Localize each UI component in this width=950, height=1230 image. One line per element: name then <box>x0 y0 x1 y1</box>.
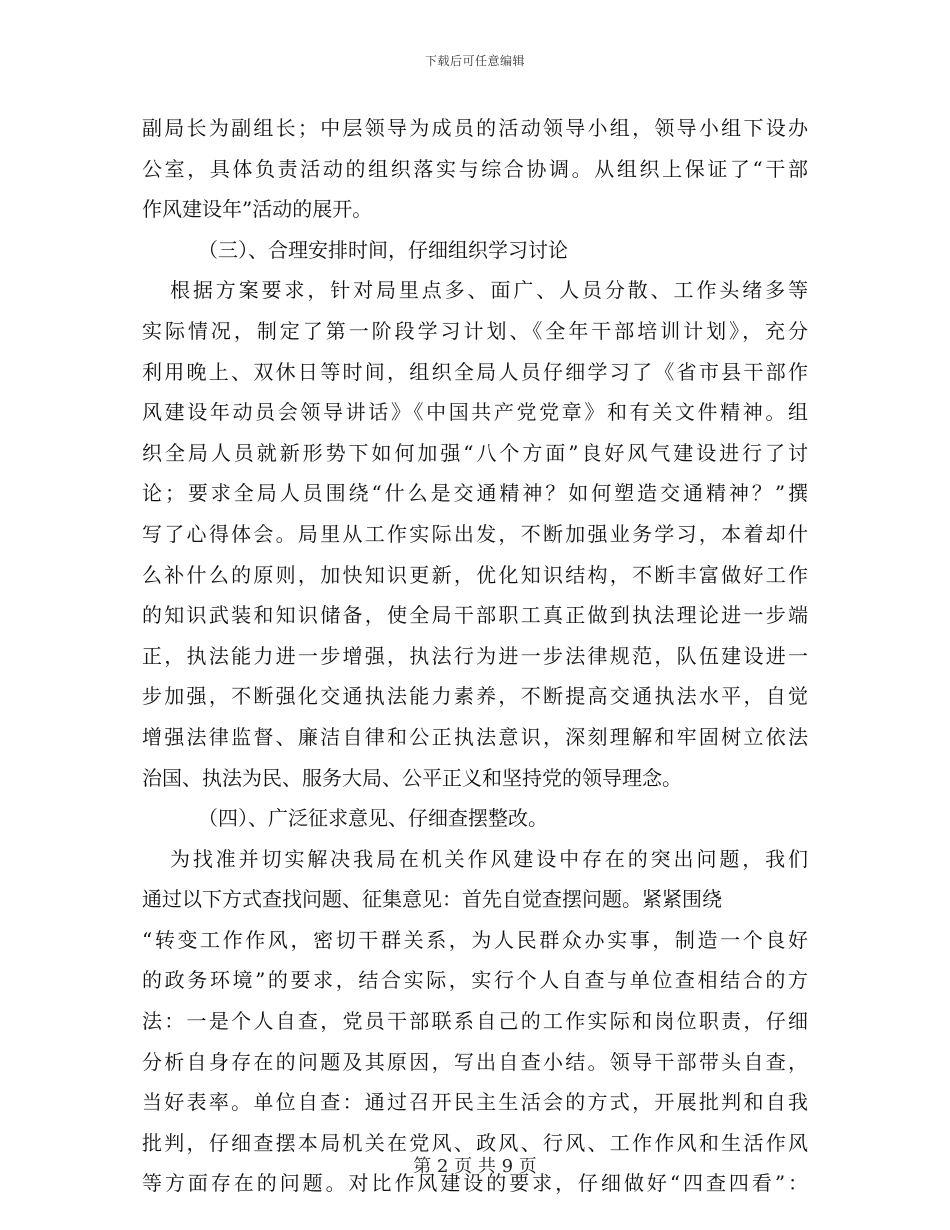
body-line: 作风建设年”活动的展开。 <box>142 197 373 222</box>
body-line: 么补什么的原则，加快知识更新，优化知识结构，不断丰富做好工作 <box>142 562 808 587</box>
body-line: 增强法律监督、廉洁自律和公正执法意识，深刻理解和牢固树立依法 <box>142 724 808 749</box>
page-number: 第 2 页 共 9 页 <box>413 1156 537 1177</box>
body-line: 当好表率。单位自查：通过召开民主生活会的方式，开展批判和自我 <box>142 1090 808 1115</box>
body-line: 织全局人员就新形势下如何加强“八个方面”良好风气建设进行了讨 <box>142 440 808 465</box>
section-heading: （三）、合理安排时间，仔细组织学习讨论 <box>198 237 568 262</box>
body-line: 的知识武装和知识储备，使全局干部职工真正做到执法理论进一步端 <box>142 603 808 628</box>
page-header: 下载后可任意编辑 <box>424 54 525 68</box>
body-line: “转变工作作风，密切干群关系，为人民群众办实事，制造一个良好 <box>142 927 808 952</box>
body-line: 写了心得体会。局里从工作实际出发，不断加强业务学习，本着却什 <box>142 521 808 546</box>
body-line: 利用晚上、双休日等时间，组织全局人员仔细学习了《省市县干部作 <box>142 359 808 384</box>
body-line: 治国、执法为民、服务大局、公平正义和坚持党的领导理念。 <box>142 765 682 790</box>
body-line: 正，执法能力进一步增强，执法行为进一步法律规范，队伍建设进一 <box>142 643 808 668</box>
document-body <box>142 108 808 1204</box>
body-line: 副局长为副组长；中层领导为成员的活动领导小组，领导小组下设办 <box>142 116 808 140</box>
body-line: 为找准并切实解决我局在机关作风建设中存在的突出问题，我们 <box>170 846 808 871</box>
body-line: 实际情况，制定了第一阶段学习计划、《全年干部培训计划》，充分 <box>142 318 808 343</box>
body-line: 根据方案要求，针对局里点多、面广、人员分散、工作头绪多等 <box>170 278 808 303</box>
body-line: 风建设年动员会领导讲话》《中国共产党党章》和有关文件精神。组 <box>142 400 808 425</box>
body-line: 的政务环境”的要求，结合实际，实行个人自查与单位查相结合的方 <box>142 968 808 993</box>
body-line: 论；要求全局人员围绕“什么是交通精神？如何塑造交通精神？”撰 <box>142 481 808 506</box>
body-line: 法：一是个人自查，党员干部联系自己的工作实际和岗位职责，仔细 <box>142 1009 808 1034</box>
body-line: 步加强，不断强化交通执法能力素养，不断提高交通执法水平，自觉 <box>142 684 808 709</box>
section-heading: （四）、广泛征求意见、仔细查摆整改。 <box>198 806 548 831</box>
body-line: 通过以下方式查找问题、征集意见：首先自觉查摆问题。紧紧围绕 <box>142 887 722 912</box>
body-line: 公室，具体负责活动的组织落实与综合协调。从组织上保证了“干部 <box>142 156 808 181</box>
body-line: 分析自身存在的问题及其原因，写出自查小结。领导干部带头自查， <box>142 1049 808 1074</box>
body-line: 批判，仔细查摆本局机关在党风、政风、行风、工作作风和生活作风 <box>142 1130 808 1155</box>
body-line: 等方面存在的问题。对比作风建设的要求，仔细做好“四查四看”： <box>142 1171 808 1196</box>
